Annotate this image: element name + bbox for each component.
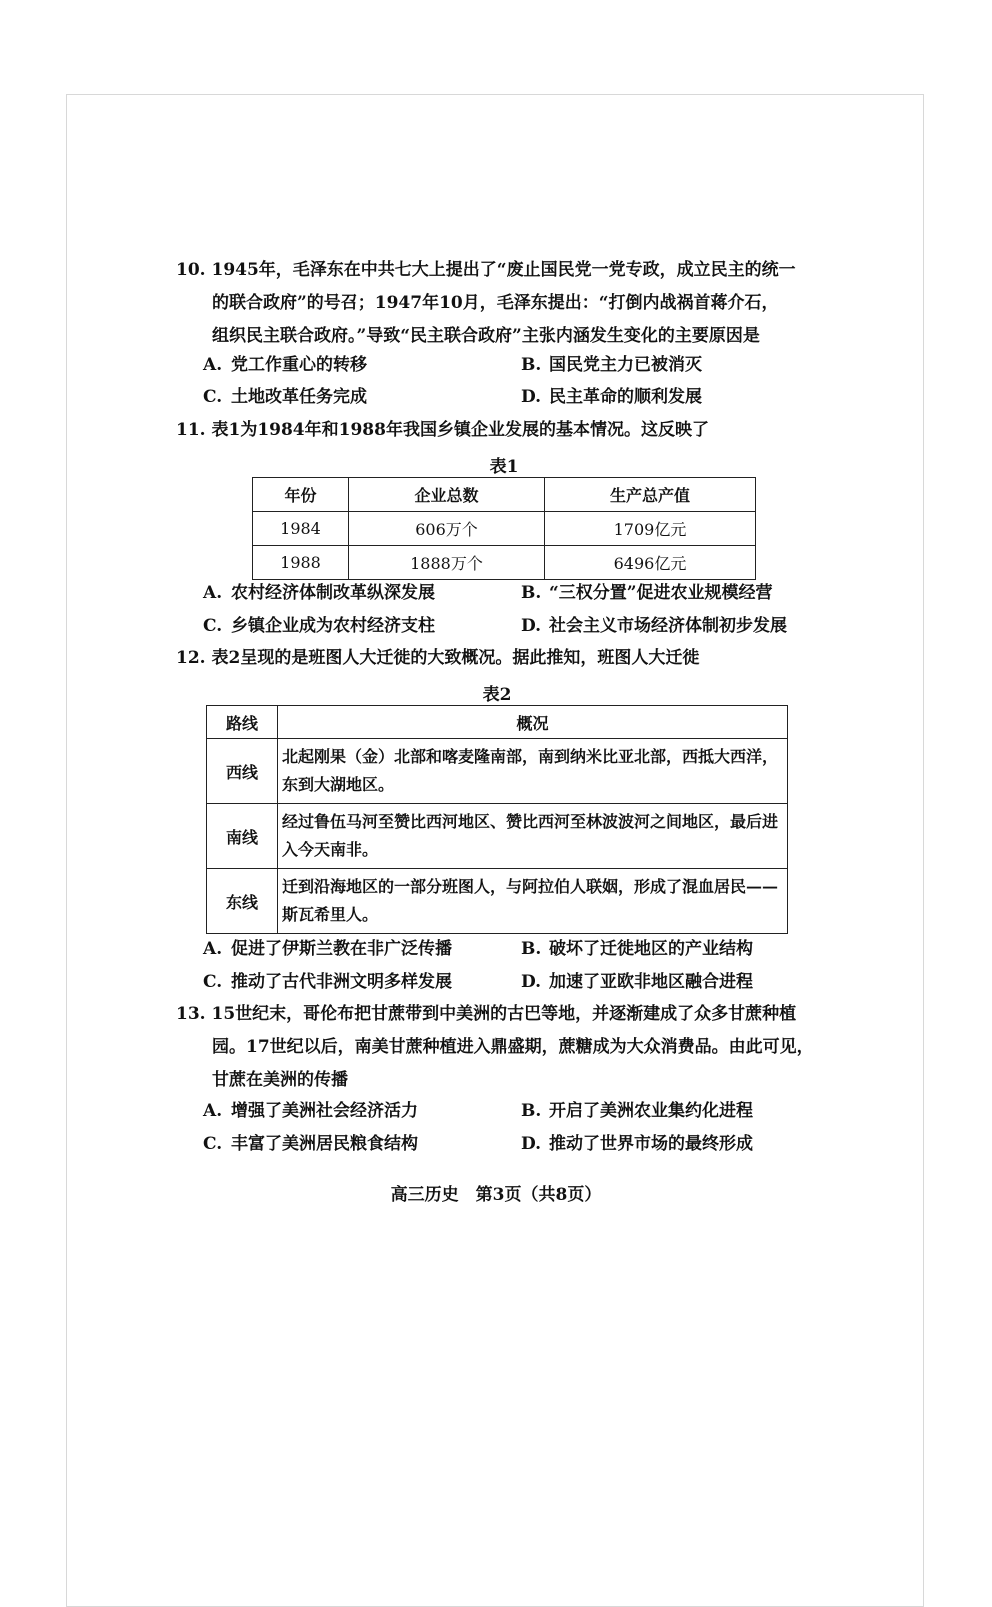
enterprise-table xyxy=(252,477,756,580)
option-text: 丰富了美洲居民粮食结构 xyxy=(231,1134,418,1154)
stem-line: 的联合政府”的号召；1947年10月，毛泽东提出：“打倒内战祸首蒋介石， xyxy=(212,293,779,313)
option-text: 土地改革任务完成 xyxy=(231,387,367,407)
stem-line: 13. 15世纪末，哥伦布把甘蔗带到中美洲的古巴等地，并逐渐建成了众多甘蔗种植 xyxy=(176,1004,797,1024)
route-cell: 东线 xyxy=(207,869,278,934)
question-11-stem xyxy=(176,414,836,447)
question-13-stem xyxy=(176,998,836,1097)
option-text: 民主革命的顺利发展 xyxy=(549,387,702,407)
table-header: 年份 xyxy=(253,478,349,512)
route-cell: 南线 xyxy=(207,804,278,869)
question-10-stem xyxy=(176,254,836,353)
table-cell: 1709亿元 xyxy=(545,512,756,546)
stem-line: 11. 表1为1984年和1988年我国乡镇企业发展的基本情况。这反映了 xyxy=(176,420,709,440)
option-d[interactable]: D. 加速了亚欧非地区融合进程 xyxy=(521,972,753,992)
option-text: 推动了世界市场的最终形成 xyxy=(549,1134,753,1154)
stem-line: 园。17世纪以后，南美甘蔗种植进入鼎盛期，蔗糖成为大众消费品。由此可见， xyxy=(212,1037,814,1057)
option-a[interactable]: A. 党工作重心的转移 xyxy=(203,355,367,375)
option-c[interactable]: C. 乡镇企业成为农村经济支柱 xyxy=(203,616,435,636)
option-text: 开启了美洲农业集约化进程 xyxy=(549,1101,753,1121)
page-footer: 高三历史 第3页（共8页） xyxy=(390,1185,602,1205)
table-row xyxy=(207,739,788,804)
table-row xyxy=(253,512,756,546)
table-cell: 1988 xyxy=(253,546,349,580)
table-cell: 6496亿元 xyxy=(545,546,756,580)
table-cell: 1888万个 xyxy=(349,546,545,580)
table-cell: 1984 xyxy=(253,512,349,546)
migration-table xyxy=(206,705,788,934)
option-c[interactable]: C. 丰富了美洲居民粮食结构 xyxy=(203,1134,418,1154)
table-row xyxy=(207,869,788,934)
option-d[interactable]: D. 推动了世界市场的最终形成 xyxy=(521,1134,753,1154)
option-text: 增强了美洲社会经济活力 xyxy=(231,1101,418,1121)
route-cell: 西线 xyxy=(207,739,278,804)
option-text: 国民党主力已被消灭 xyxy=(549,355,702,375)
table-header-row xyxy=(207,706,788,739)
option-d[interactable]: D. 社会主义市场经济体制初步发展 xyxy=(521,616,787,636)
stem-line: 10. 1945年，毛泽东在中共七大上提出了“废止国民党一党专政，成立民主的统一 xyxy=(176,260,796,280)
table-cell: 606万个 xyxy=(349,512,545,546)
stem-line: 组织民主联合政府。”导致“民主联合政府”主张内涵发生变化的主要原因是 xyxy=(212,326,760,346)
option-c[interactable]: C. 土地改革任务完成 xyxy=(203,387,367,407)
table-caption: 表1 xyxy=(489,457,519,477)
description-cell: 迁到沿海地区的一部分班图人，与阿拉伯人联姻，形成了混血居民——斯瓦希里人。 xyxy=(278,869,788,934)
table-header: 路线 xyxy=(207,706,278,739)
option-b[interactable]: B. 开启了美洲农业集约化进程 xyxy=(521,1101,753,1121)
option-b[interactable]: B. 国民党主力已被消灭 xyxy=(521,355,702,375)
option-text: 推动了古代非洲文明多样发展 xyxy=(231,972,452,992)
description-cell: 北起刚果（金）北部和喀麦隆南部，南到纳米比亚北部，西抵大西洋，东到大湖地区。 xyxy=(278,739,788,804)
option-text: 促进了伊斯兰教在非广泛传播 xyxy=(231,939,452,959)
question-12-stem xyxy=(176,642,836,675)
option-text: 农村经济体制改革纵深发展 xyxy=(231,583,435,603)
option-text: 党工作重心的转移 xyxy=(231,355,367,375)
option-text: 社会主义市场经济体制初步发展 xyxy=(549,616,787,636)
option-text: “三权分置”促进农业规模经营 xyxy=(549,583,773,603)
option-a[interactable]: A. 促进了伊斯兰教在非广泛传播 xyxy=(203,939,452,959)
option-text: 破坏了迁徙地区的产业结构 xyxy=(549,939,753,959)
table-header: 生产总产值 xyxy=(545,478,756,512)
option-d[interactable]: D. 民主革命的顺利发展 xyxy=(521,387,702,407)
table-header: 概况 xyxy=(278,706,788,739)
description-cell: 经过鲁伍马河至赞比西河地区、赞比西河至林波波河之间地区，最后进入今天南非。 xyxy=(278,804,788,869)
table-header: 企业总数 xyxy=(349,478,545,512)
option-b[interactable]: B. “三权分置”促进农业规模经营 xyxy=(521,583,773,603)
option-a[interactable]: A. 增强了美洲社会经济活力 xyxy=(203,1101,418,1121)
option-text: 加速了亚欧非地区融合进程 xyxy=(549,972,753,992)
option-text: 乡镇企业成为农村经济支柱 xyxy=(231,616,435,636)
table-row xyxy=(253,546,756,580)
table-caption: 表2 xyxy=(482,685,512,705)
table-header-row xyxy=(253,478,756,512)
option-c[interactable]: C. 推动了古代非洲文明多样发展 xyxy=(203,972,452,992)
stem-line: 12. 表2呈现的是班图人大迁徙的大致概况。据此推知，班图人大迁徙 xyxy=(176,648,700,668)
table-row xyxy=(207,804,788,869)
stem-line: 甘蔗在美洲的传播 xyxy=(212,1070,348,1090)
option-a[interactable]: A. 农村经济体制改革纵深发展 xyxy=(203,583,435,603)
option-b[interactable]: B. 破坏了迁徙地区的产业结构 xyxy=(521,939,753,959)
